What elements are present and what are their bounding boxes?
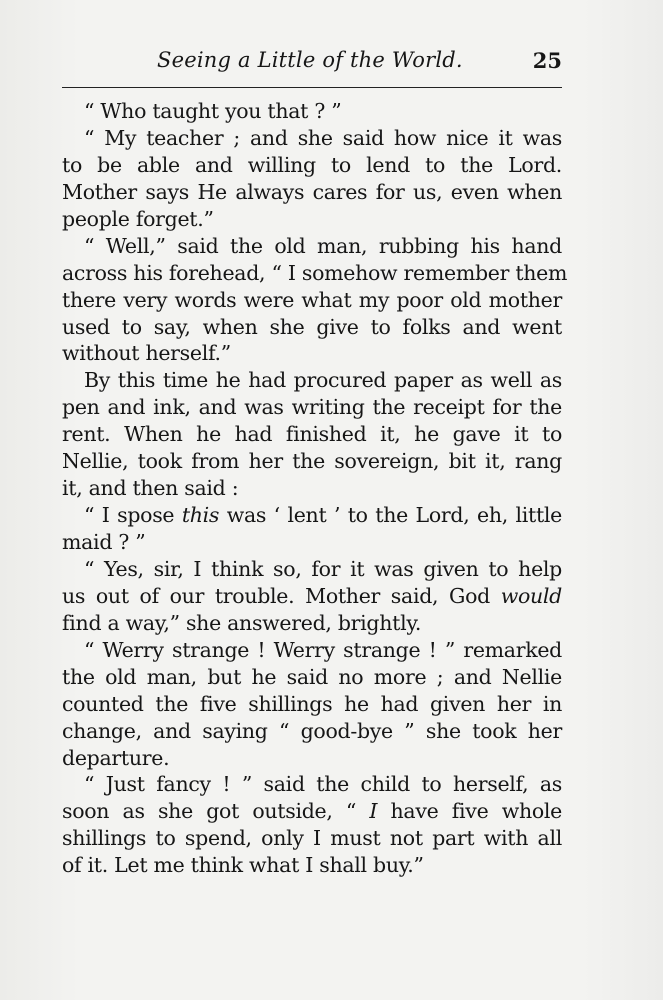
body-text <box>62 98 568 879</box>
text-line: used to say, when she give to folks and went <box>62 314 562 339</box>
emphasis: this <box>181 503 220 528</box>
text-line: “ Werry strange ! Werry strange ! ” remarked <box>84 637 562 662</box>
text-line: people forget.” <box>62 206 214 231</box>
text-line: “ Who taught you that ? ” <box>84 99 342 123</box>
text-line: of it. Let me think what I shall buy.” <box>62 853 424 878</box>
text-line: “ Yes, sir, I think so, for it was given to help <box>84 556 562 581</box>
text-line: to be able and willing to lend to the Lord. <box>62 152 562 177</box>
text-line <box>62 798 562 825</box>
page-header <box>62 44 562 78</box>
text-line: “ Just fancy ! ” said the child to herself, as <box>84 772 562 797</box>
text-segment: was ‘ lent ’ to the Lord, eh, little <box>219 503 562 528</box>
text-line: maid ? ” <box>62 530 146 554</box>
text-line: departure. <box>62 745 170 770</box>
running-title: Seeing a Little of the World. <box>157 48 463 72</box>
emphasis: would <box>500 583 562 608</box>
text-segment: soon as she got outside, “ <box>62 799 370 824</box>
text-line: shillings to spend, only I must not part with all <box>62 826 562 851</box>
text-line <box>62 502 562 529</box>
text-line: “ My teacher ; and she said how nice it was <box>84 125 562 150</box>
text-segment: us out of our trouble. Mother said, God <box>62 583 501 608</box>
text-line <box>62 583 562 610</box>
text-line: By this time he had procured paper as well as <box>84 368 562 393</box>
text-line: across his forehead, “ I somehow remember them <box>62 260 568 285</box>
text-line: without herself.” <box>62 341 231 366</box>
text-line: find a way,” she answered, brightly. <box>62 610 422 635</box>
text-line: the old man, but he said no more ; and Nellie <box>62 664 562 689</box>
text-line: it, and then said : <box>62 476 239 501</box>
text-segment: have five whole <box>377 799 562 824</box>
text-line: Mother says He always cares for us, even when <box>62 179 562 204</box>
text-line: there very words were what my poor old mother <box>62 287 562 312</box>
emphasis: I <box>369 799 378 824</box>
text-line: counted the five shillings he had given her in <box>62 691 562 716</box>
text-line: Nellie, took from her the sovereign, bit it, rang <box>62 449 562 474</box>
header-rule <box>62 87 562 88</box>
page-number: 25 <box>532 48 562 73</box>
text-line: change, and saying “ good-bye ” she took her <box>62 718 562 743</box>
text-line: “ Well,” said the old man, rubbing his hand <box>84 233 562 258</box>
text-line: pen and ink, and was writing the receipt for the <box>62 395 562 420</box>
text-line: rent. When he had finished it, he gave it to <box>62 422 562 447</box>
text-segment: “ I spose <box>84 503 182 528</box>
